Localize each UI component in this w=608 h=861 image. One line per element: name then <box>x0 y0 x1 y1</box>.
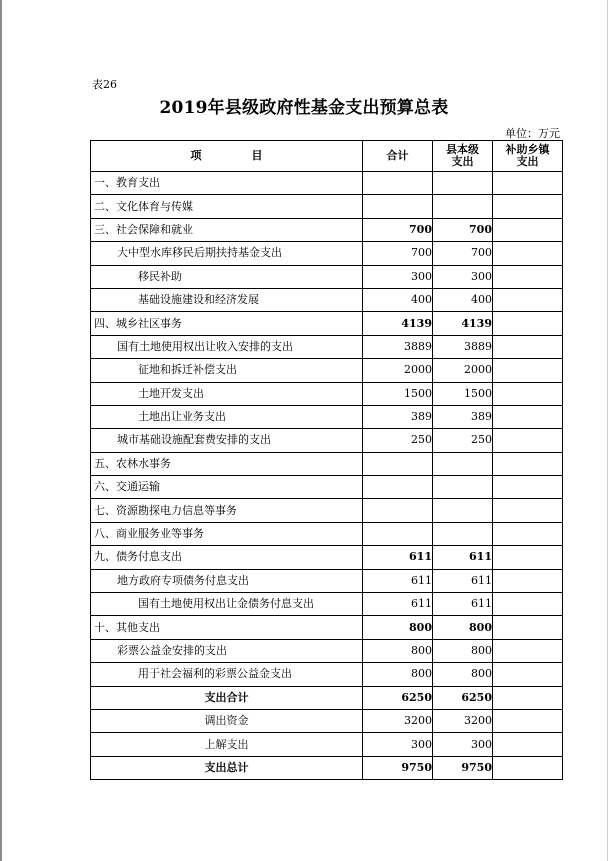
row-name: 一、教育支出 <box>91 172 363 195</box>
table-row <box>91 382 563 405</box>
document-title: 2019年县级政府性基金支出预算总表 <box>159 98 449 118</box>
row-county <box>433 476 493 499</box>
row-town <box>493 265 563 288</box>
row-town <box>493 756 563 779</box>
row-total: 300 <box>363 733 433 756</box>
row-county: 700 <box>433 242 493 265</box>
row-county: 2000 <box>433 359 493 382</box>
row-total <box>363 172 433 195</box>
row-county: 3889 <box>433 335 493 358</box>
table-row <box>91 429 563 452</box>
row-county <box>433 522 493 545</box>
table-row <box>91 476 563 499</box>
row-town <box>493 569 563 592</box>
row-total: 3200 <box>363 709 433 732</box>
row-name: 土地出让业务支出 <box>91 405 363 428</box>
row-total: 1500 <box>363 382 433 405</box>
row-town <box>493 429 563 452</box>
row-total: 389 <box>363 405 433 428</box>
table-row <box>91 709 563 732</box>
row-county: 300 <box>433 265 493 288</box>
row-name: 九、债务付息支出 <box>91 546 363 569</box>
row-county <box>433 499 493 522</box>
row-county: 611 <box>433 546 493 569</box>
table-row <box>91 312 563 335</box>
table-row <box>91 288 563 311</box>
header-item-b: 目 <box>251 149 263 162</box>
table-row <box>91 569 563 592</box>
table-row <box>91 335 563 358</box>
row-town <box>493 242 563 265</box>
table-row-grand-total <box>91 756 563 779</box>
row-name: 大中型水库移民后期扶持基金支出 <box>91 242 363 265</box>
row-name: 八、商业服务业等事务 <box>91 522 363 545</box>
row-total: 250 <box>363 429 433 452</box>
row-total: 300 <box>363 265 433 288</box>
row-town <box>493 546 563 569</box>
unit-label: 单位：万元 <box>505 127 560 140</box>
header-town <box>493 141 563 172</box>
row-county: 9750 <box>433 756 493 779</box>
row-name: 用于社会福利的彩票公益金支出 <box>91 663 363 686</box>
row-total <box>363 452 433 475</box>
table-row-subtotal <box>91 686 563 709</box>
row-town <box>493 686 563 709</box>
header-town-line1: 补助乡镇 <box>505 143 550 156</box>
row-name: 土地开发支出 <box>91 382 363 405</box>
row-total <box>363 476 433 499</box>
row-town <box>493 335 563 358</box>
row-total: 400 <box>363 288 433 311</box>
table-row <box>91 172 563 195</box>
table-row <box>91 733 563 756</box>
row-county: 800 <box>433 616 493 639</box>
row-county: 1500 <box>433 382 493 405</box>
row-name: 基础设施建设和经济发展 <box>91 288 363 311</box>
row-town <box>493 499 563 522</box>
header-item <box>91 141 363 172</box>
table-row <box>91 265 563 288</box>
row-county: 400 <box>433 288 493 311</box>
row-county: 611 <box>433 593 493 616</box>
row-town <box>493 639 563 662</box>
row-county <box>433 195 493 218</box>
row-name: 六、交通运输 <box>91 476 363 499</box>
row-town <box>493 616 563 639</box>
row-total: 800 <box>363 616 433 639</box>
row-total: 700 <box>363 218 433 241</box>
row-town <box>493 452 563 475</box>
row-town <box>493 218 563 241</box>
row-name: 支出合计 <box>91 686 363 709</box>
budget-table <box>90 140 563 780</box>
row-total: 800 <box>363 663 433 686</box>
row-total: 6250 <box>363 686 433 709</box>
row-name: 四、城乡社区事务 <box>91 312 363 335</box>
row-town <box>493 522 563 545</box>
row-name: 移民补助 <box>91 265 363 288</box>
row-county: 389 <box>433 405 493 428</box>
row-town <box>493 382 563 405</box>
row-name: 国有土地使用权出让收入安排的支出 <box>91 335 363 358</box>
page-left-border <box>0 0 2 861</box>
table-row <box>91 242 563 265</box>
row-town <box>493 663 563 686</box>
row-town <box>493 476 563 499</box>
row-name: 城市基础设施配套费安排的支出 <box>91 429 363 452</box>
row-town <box>493 359 563 382</box>
header-item-a: 项 <box>190 149 202 162</box>
row-name: 三、社会保障和就业 <box>91 218 363 241</box>
table-row <box>91 359 563 382</box>
row-name: 国有土地使用权出让金债务付息支出 <box>91 593 363 616</box>
table-header-row <box>91 141 563 172</box>
row-town <box>493 733 563 756</box>
row-total: 3889 <box>363 335 433 358</box>
row-county: 800 <box>433 639 493 662</box>
row-total: 611 <box>363 546 433 569</box>
row-total <box>363 499 433 522</box>
table-row <box>91 639 563 662</box>
row-name: 调出资金 <box>91 709 363 732</box>
table-row <box>91 593 563 616</box>
row-town <box>493 172 563 195</box>
row-total: 800 <box>363 639 433 662</box>
row-name: 七、资源勘探电力信息等事务 <box>91 499 363 522</box>
row-total: 2000 <box>363 359 433 382</box>
row-name: 支出总计 <box>91 756 363 779</box>
row-county: 611 <box>433 569 493 592</box>
table-row <box>91 546 563 569</box>
table-row <box>91 195 563 218</box>
row-total <box>363 522 433 545</box>
header-county-line1: 县本级 <box>446 143 479 156</box>
row-name: 二、文化体育与传媒 <box>91 195 363 218</box>
row-name: 上解支出 <box>91 733 363 756</box>
row-town <box>493 405 563 428</box>
row-county: 800 <box>433 663 493 686</box>
row-total <box>363 195 433 218</box>
row-town <box>493 593 563 616</box>
row-county: 3200 <box>433 709 493 732</box>
row-total: 700 <box>363 242 433 265</box>
row-town <box>493 312 563 335</box>
row-name: 地方政府专项债务付息支出 <box>91 569 363 592</box>
row-town <box>493 195 563 218</box>
header-county-line2: 支出 <box>451 155 474 168</box>
row-county <box>433 172 493 195</box>
header-county <box>433 141 493 172</box>
table-number: 表26 <box>92 78 117 91</box>
table-row <box>91 452 563 475</box>
row-name: 五、农林水事务 <box>91 452 363 475</box>
row-county: 700 <box>433 218 493 241</box>
row-total: 9750 <box>363 756 433 779</box>
row-county: 4139 <box>433 312 493 335</box>
row-town <box>493 709 563 732</box>
row-total: 611 <box>363 593 433 616</box>
row-county <box>433 452 493 475</box>
row-county: 250 <box>433 429 493 452</box>
row-total: 611 <box>363 569 433 592</box>
row-name: 十、其他支出 <box>91 616 363 639</box>
row-total: 4139 <box>363 312 433 335</box>
table-row <box>91 616 563 639</box>
header-total: 合计 <box>363 141 433 172</box>
row-town <box>493 288 563 311</box>
row-county: 6250 <box>433 686 493 709</box>
table-row <box>91 522 563 545</box>
row-county: 300 <box>433 733 493 756</box>
row-name: 征地和拆迁补偿支出 <box>91 359 363 382</box>
row-name: 彩票公益金安排的支出 <box>91 639 363 662</box>
table-row <box>91 218 563 241</box>
table-row <box>91 499 563 522</box>
table-row <box>91 405 563 428</box>
table-row <box>91 663 563 686</box>
header-town-line2: 支出 <box>516 155 539 168</box>
